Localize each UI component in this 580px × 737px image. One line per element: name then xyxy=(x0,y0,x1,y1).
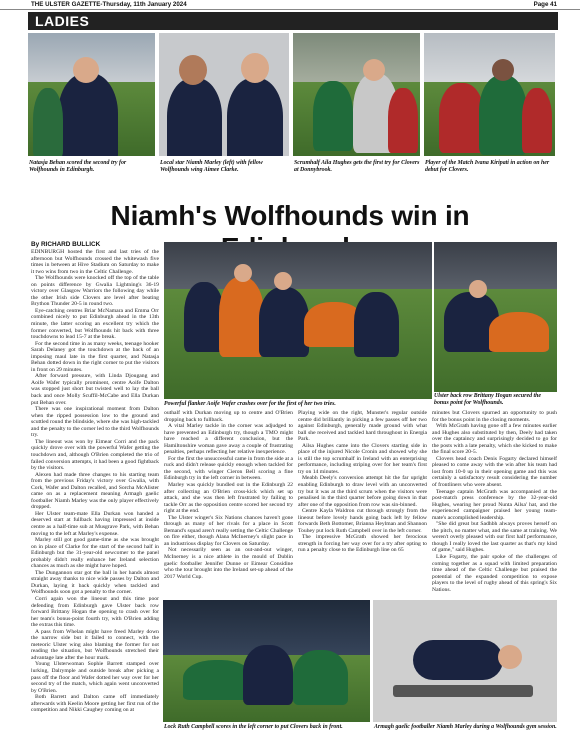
article-column-1 xyxy=(31,249,159,735)
paragraph: Teenage captain McGrath was accompanied at the post-match press conference by the 32-year-old Hughes, wearing her proud Nunta Ailsa' hat, and the experienced campaigner praised her young team-mate's accomplished leadership. xyxy=(432,488,557,521)
photo-hughes xyxy=(293,33,420,156)
paragraph: Ailsa Hughes came into the Clovers starting side in place of the injured Nicole Cronin and showed why she is still the top scrumhalf in Ireland with an enterprising performance, including striping over for her team's first try on 14 minutes. xyxy=(298,442,427,475)
paragraph: Meabh Deely's conversion attempt hit the far upright enabling Edinburgh to draw level with an unconverted try but it was at the third scrum when the visitors were penalised in the third quarter before going down in that after one of the opposition from row was sin-binned. xyxy=(298,475,427,508)
caption-hogan: Ulster back row Brittany Hogan secured the bonus point for Wolfhounds. xyxy=(434,392,557,406)
paragraph: Eye-catching centres Briar McNamara and Emma Orr combined nicely to put Edinburgh ahead in the 13th minute, the latter scoring an excellent try which the former converted, but Wolfhounds hit back with three touchdowns to lead 15-7 at the break. xyxy=(31,307,159,341)
paragraph: For the first the unsuccessful came in from the side at a ruck and didn't release quickly enough when tackled for the second, with winger Cieron Bell scoring a fine Edinburgh try in the left corner in between. xyxy=(164,455,293,482)
paragraph: The impressive McGrath showed her ferocious strength in forcing her way over for a try after opting to run a penalty close to the Edinburgh line on 65 xyxy=(298,534,427,554)
paragraph: Not necessarily seen as an out-and-out winger, McInerney is a nice athlete in the mould of Dublin gaelic footballer Jennifer Dunne or Eimear Considine who the tour brought into the Ireland set-up ahead of the 2017 World Cup. xyxy=(164,547,293,580)
paragraph: There was one inspirational moment from Dalton when the ripped possession low to the ground and scuttled round the blindside, where she was high-tackled and the penalty to the corner led to the third Wolfhounds try. xyxy=(31,406,159,439)
caption-campbell: Lock Ruth Campbell scores in the left corner to put Clovers back in front. xyxy=(164,724,343,730)
paragraph: minutes but Clovers spurned an opportunity to push for the bonus point in the closing moments. xyxy=(432,410,557,423)
paragraph: outhalf with Durkan moving up to centre and O'Brien dropping back to fullback. xyxy=(164,410,293,423)
paragraph: The Wolfhounds were knocked off the top of the table on points difference by Gwalia Lightning's 36-19 victory over Glasgow Warriors the following day while the other Irish side Clovers are level after beating Brython Thunder 20-5 in round two. xyxy=(31,275,159,308)
paragraph: The Ulster winger's Six Nations chances haven't gone through as many of her rivals for a place in Scott Bemand's squad aren't really setting the Celtic Challenge on fire either, though Alana McInerney's slight pace in an industrious display for Clovers on Saturday. xyxy=(164,514,293,547)
headline: Niamh's Wolfhounds win in xyxy=(110,200,470,231)
paragraph: Like Fogarty, the pair spoke of the challenges of coming together as a squad with limited preparation time ahead of the Celtic Challenge but praised the potential of the expanded competition to expose players to the level of rugby ahead of this spring's Six Nations. xyxy=(432,554,557,593)
paragraph: A vital Marley tackle in the corner was adjudged to have prevented an Edinburgh try, though a TMO might have reached a different conclusion, but the Hamiltonshire woman gave away a couple of frustrating penalties, perhaps reflecting her relative inexperience. xyxy=(164,423,293,456)
article-column-4 xyxy=(432,410,557,598)
photo-marley-clarke xyxy=(159,33,289,156)
article-column-2 xyxy=(164,410,293,598)
paragraph: Centre Kayla Waldron cut through strongly from the lineout before lovely hands going back left by fellow forwards Beth Bottomer, Brianna Heylman and Shannon Touhey put lock Ruth Campbell over in the left corner. xyxy=(298,508,427,534)
caption-hughes: Scrumhalf Aila Hughes gets the first try for Clovers at Donnybrook. xyxy=(294,160,420,173)
paragraph: Clovers head coach Denis Fogarty declared himself pleased to come away with the win after his team had lost from 10-0 up in their opening game and this was certainly a satisfactory result considering the number of frontliners who were absent. xyxy=(432,455,557,489)
page-number: Page 41 xyxy=(533,1,557,8)
article-column-3 xyxy=(298,410,427,598)
publication-date: THE ULSTER GAZETTE-Thursday, 11th January 2024 xyxy=(31,1,187,8)
paragraph: For the second time in as many weeks, teenage hooker Sarah Delaney got the touchdown at the back of an imposing maul late in the first quarter, and Natasja Behan dotted down in the right corner to put the visitors in front on 29 minutes. xyxy=(31,340,159,373)
byline: By RICHARD BULLICK xyxy=(31,241,101,248)
photo-marley-gym xyxy=(373,600,557,722)
paragraph: Alexen had made three changes to his starting team from the previous Friday's victory over Gwalia, with Cork, Wafer and Dalton recalled, and Sorcha McAlister came on as a replacement meaning Armagh gaelic footballer Niamh Marley was the only player effectively dropped. xyxy=(31,471,159,511)
paragraph: Marley still got good game-time as she was brought on in place of Clarke for the start of the second half in Edinburgh but the 31-year-old newcomer to the panel probably didn't really enhance her Ireland selection chances as much as she might have hoped. xyxy=(31,537,159,570)
photo-behan xyxy=(28,33,155,156)
paragraph: Both Barrett and Dalton came off immediately afterwards with Keelin Moore getting her first run of the competition and Nikki Caughey coming on at xyxy=(31,694,159,714)
caption-kiripati: Player of the Match Ivana Kiripati in action on her debut for Clovers. xyxy=(425,160,550,173)
paragraph: After forward pressure, with Linda Djougang and Aoife Wafer typically prominent, centre Aoife Dalton was stopped just short but twisted well to lay the ball back and once Molly Scuffil-McCabe and Ella Durkan put Behan over. xyxy=(31,373,159,406)
paragraph: "She did great but Sadhbh always proves herself on the pitch, no matter what, and the same at training. We weren't overly pleased with our first half performance, though I really loved the last quarter as that's my kind of game," said Hughes. xyxy=(432,521,557,554)
paragraph: Young Ulsterwoman Sophie Barrett stamped over lurking, Dalrymple and outside break after picking a pass off the floor and Wafer dotted her way over for her second try of the match, which again went unconverted by O'Brien. xyxy=(31,661,159,694)
paragraph: Corri again won the lineout and this time poor defending from Edinburgh gave Ulster back row forward Brittany Hogan the opening to crash over for her team's bonus-point fourth try, with O'Brien adding the extras this time. xyxy=(31,595,159,629)
section-band xyxy=(28,12,558,30)
caption-marley-clarke: Local star Niamh Marley (left) with fellow Wolfhounds wing Aimee Clarke. xyxy=(160,160,263,173)
photo-campbell-try xyxy=(163,600,370,722)
paragraph: A pass from Whelan might have freed Marley down the narrow side but it failed to connect, with the meteoric Ulster wing also blaming the former for not reading the situation, but Wolfhounds stretched their advantage late after the hour mark. xyxy=(31,628,159,661)
photo-kiripati xyxy=(424,33,555,156)
paragraph: The Dungannon star got the ball in her hands almost straight away thanks to nice wide passes by Dalton and Durkan, laying it back quickly when tackled and Wolfhounds soon got a penalty to the corner. xyxy=(31,569,159,596)
paragraph: Marley was quickly bundled out in the Edinburgh 22 after collecting an O'Brien cross-kick which set up attack, and she was then left frustrated by failing to tackle Orr as the opposition centre scored her second try right at the end. xyxy=(164,482,293,515)
photo-wafer-try xyxy=(164,242,432,399)
photo-hogan-try xyxy=(434,242,557,399)
caption-marley-gym: Armagh gaelic footballer Niamh Marley during a Wolfhounds gym session. xyxy=(374,724,557,730)
caption-behan: Natasja Behan scored the second try for Wolfhounds in Edinburgh. xyxy=(29,160,127,173)
caption-wafer: Powerful flanker Aoife Wafer crashes over for the first of her two tries. xyxy=(164,401,336,407)
paragraph: The lineout was won by Eimear Corri and the pack quickly drove over with the powerful Wafer getting the touchdown and, although O'Brien completed the trio of failed conversion attempts, it had been a good fightback by the visitors. xyxy=(31,438,159,472)
page-header xyxy=(0,0,580,10)
paragraph: EDINBURGH hosted the first and last tries of the afternoon but Wolfhounds crossed the whitewash five times in between at Hive Stadium on Saturday to make it two wins from two in the Celtic Challenge. xyxy=(31,249,159,275)
paragraph: Playing wide on the right, Munster's regular outside centre did brilliantly in picking a few passes off her two against Edinburgh, generally made ground with what ball she received and tackled hard throughout in Energia Park. xyxy=(298,410,427,443)
section-title: LADIES xyxy=(35,13,90,29)
paragraph: With McGrath having gone off a few minutes earlier and Hughes also substituted by then, Deely had taken over the captaincy and surprisingly decided to go for the posts with a late penalty, which she kicked to make the final score 20-5. xyxy=(432,423,557,456)
paragraph: Her Ulster team-mate Ella Durkan won handed a deserved start at fullback having impressed at inside centre as a half-time sub at Musgrave Park, with Behan moving to the left at Marley's expense. xyxy=(31,510,159,537)
